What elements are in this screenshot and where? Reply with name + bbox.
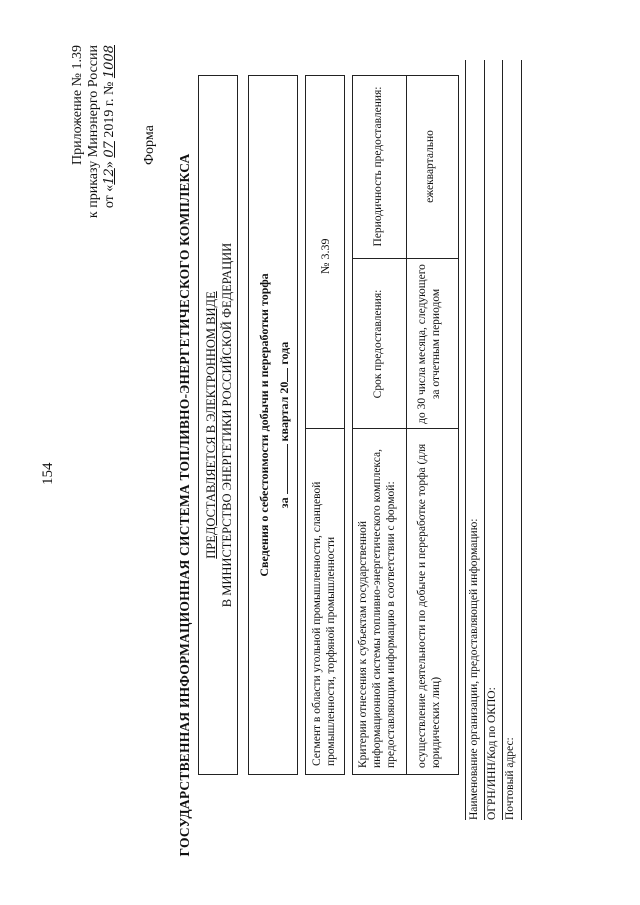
frequency-header: Периодичность предоставления: [372, 86, 384, 247]
segment-text: Сегмент в области угольной промышленности, сланцевой промышленности, торфяной промышленности [311, 481, 337, 766]
criteria-table [352, 75, 459, 775]
handwritten-order-number: 1008 [102, 45, 117, 79]
report-period: за квартал 20 года [277, 341, 291, 509]
handwritten-month: 07 [102, 141, 117, 158]
criteria-value: осуществление деятельности по добыче и переработке торфа (для юридических лиц) [416, 443, 442, 768]
report-title: Сведения о себестоимости добычи и переработки торфа [257, 273, 271, 577]
submission-line-2: В МИНИСТЕРСТВО ЭНЕРГЕТИКИ РОССИЙСКОЙ ФЕДЕРАЦИИ [220, 242, 234, 608]
form-number: № 3.39 [318, 238, 332, 274]
appendix-line-1: Приложение № 1.39 [70, 45, 85, 165]
ogrn-field: ОГРН/ИНН/Код по ОКПО: [484, 60, 500, 820]
period-quarter-blank [277, 444, 288, 494]
page-number: 154 [40, 462, 56, 485]
appendix-line-3: от «12» 07 2019 г. № 1008 [102, 45, 117, 209]
appendix-line-2: к приказу Минэнерго России [86, 45, 101, 219]
frequency-value: ежеквартально [424, 130, 436, 203]
handwritten-day: 12 [102, 168, 117, 185]
main-title: ГОСУДАРСТВЕННАЯ ИНФОРМАЦИОННАЯ СИСТЕМА ТОПЛИВНО-ЭНЕРГЕТИЧЕСКОГО КОМПЛЕКСА [177, 153, 192, 857]
criteria-header: Критерии отнесения к субъектам государственной информационной системы топливно-энергетического комплекса, предоставляющим информацию в соответствии с формой: [357, 449, 397, 768]
deadline-value: до 30 числа месяца, следующего за отчетным периодом [416, 264, 442, 424]
segment-divider [306, 428, 344, 429]
report-title-box [248, 75, 298, 775]
address-field: Почтовый адрес: [502, 60, 518, 820]
submission-line-1: ПРЕДОСТАВЛЯЕТСЯ В ЭЛЕКТРОННОМ ВИДЕ [204, 291, 218, 559]
period-year-blank [277, 368, 288, 382]
criteria-row-divider [406, 76, 407, 774]
org-name-field: Наименование организации, предоставляющей информацию: [468, 518, 480, 820]
form-label: Форма [142, 125, 157, 165]
segment-row [305, 75, 345, 775]
deadline-header: Срок предоставления: [372, 289, 384, 399]
appendix-header [70, 45, 118, 295]
submission-box [198, 75, 238, 775]
